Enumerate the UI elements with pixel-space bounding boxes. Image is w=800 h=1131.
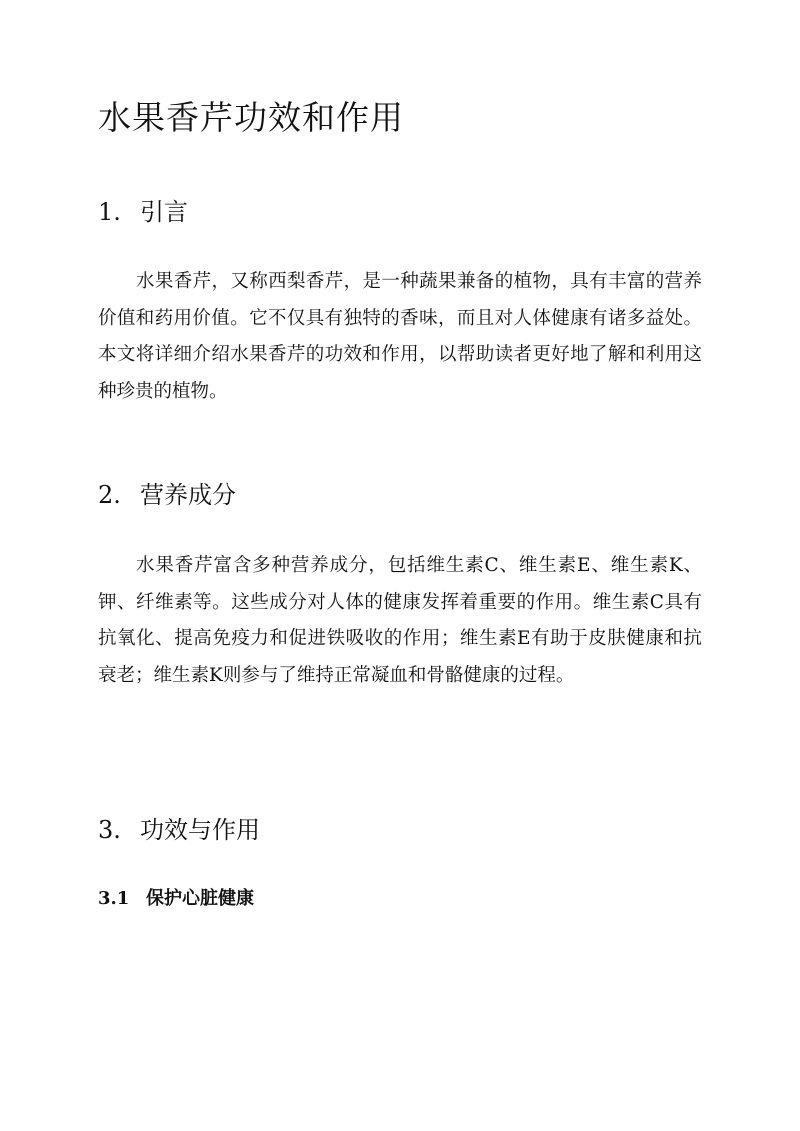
intro-paragraph: 水果香芹，又称西梨香芹，是一种蔬果兼备的植物，具有丰富的营养价值和药用价值。它不仅具有独特的香味，而且对人体健康有诸多益处。本文将详细介绍水果香芹的功效和作用，以帮助读者更好地了解和利用这种珍贵的植物。 (98, 271, 702, 402)
section-number: 1. (98, 198, 121, 226)
subsection-title: 保护心脏健康 (146, 888, 254, 909)
section-heading-intro (98, 194, 188, 230)
section-title: 引言 (140, 198, 188, 226)
subsection-number: 3.1 (98, 888, 130, 909)
document-title: 水果香芹功效和作用 (98, 98, 404, 137)
section-heading-nutrition (98, 477, 236, 513)
section-number: 3. (98, 816, 121, 844)
subsection-heading-heart-health (98, 884, 254, 914)
section-title: 功效与作用 (140, 816, 260, 844)
section-number: 2. (98, 481, 121, 509)
section-heading-benefits (98, 812, 260, 848)
nutrition-paragraph: 水果香芹富含多种营养成分，包括维生素C、维生素E、维生素K、钾、纤维素等。这些成分对人体的健康发挥着重要的作用。维生素C具有抗氧化、提高免疫力和促进铁吸收的作用；维生素E有助于皮肤健康和抗衰老；维生素K则参与了维持正常凝血和骨骼健康的过程。 (98, 555, 702, 686)
section-title: 营养成分 (140, 481, 236, 509)
